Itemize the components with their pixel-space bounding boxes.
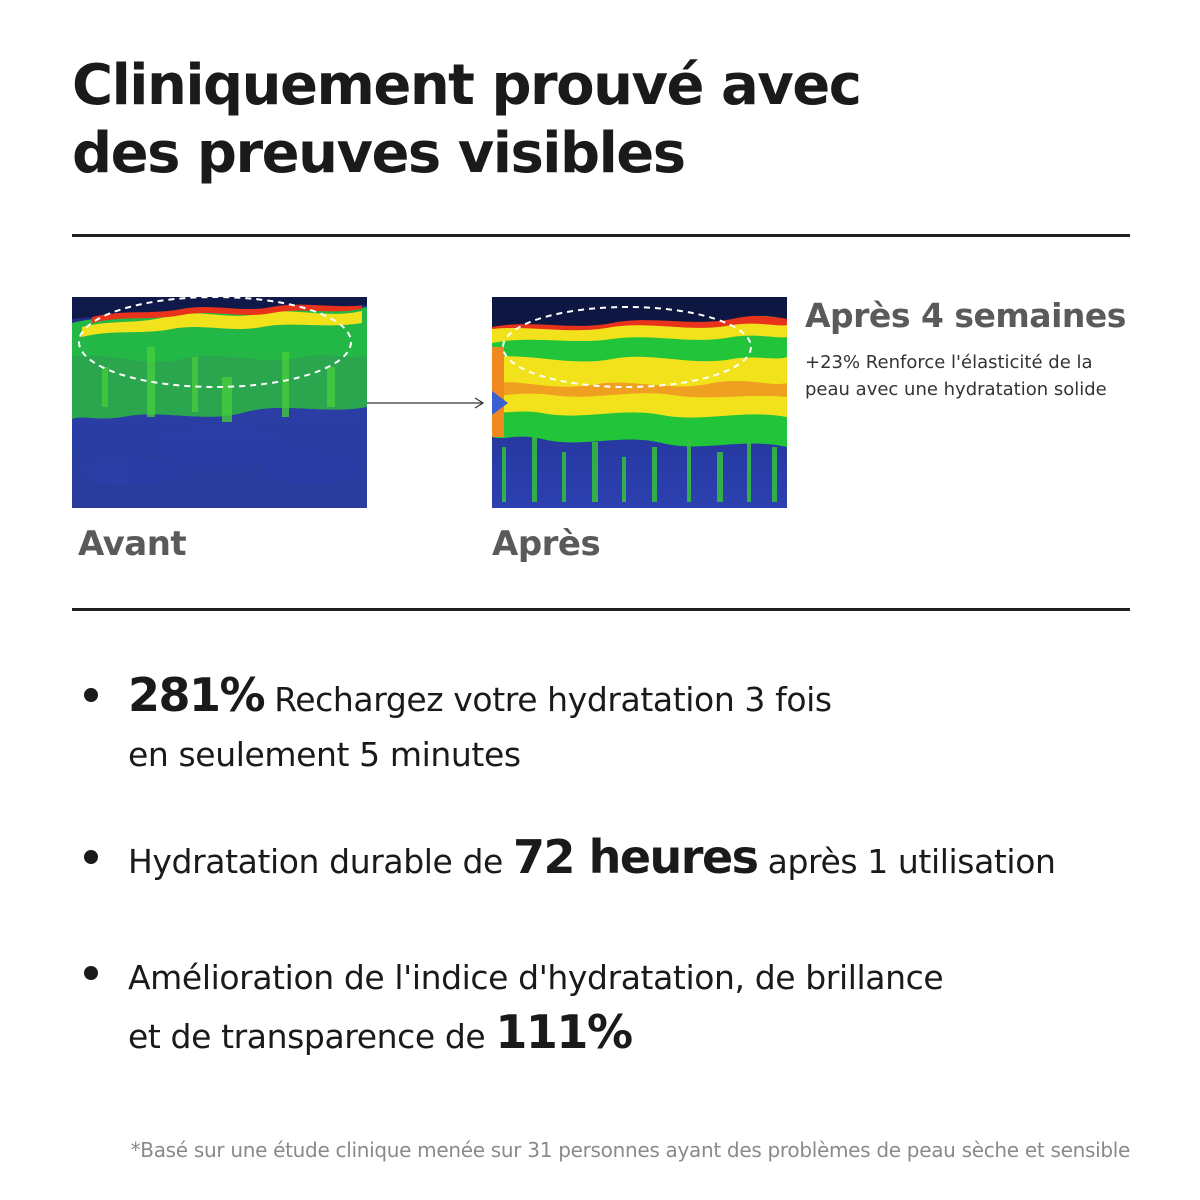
claim-line [128, 668, 832, 727]
bullet-dot-icon [84, 850, 98, 864]
middle-divider [72, 608, 1130, 611]
claim-text: Hydratation durable de [128, 842, 514, 881]
claim-item [128, 830, 1056, 889]
claim-highlight: 72 heures [513, 830, 758, 884]
result-heading: Après 4 semaines [805, 296, 1126, 335]
claim-item [128, 950, 943, 1064]
title-line-1: Cliniquement prouvé avec [72, 53, 861, 118]
result-text: +23% Renforce l'élasticité de la peau avec une hydratation solide [805, 352, 1107, 400]
before-label: Avant [78, 524, 187, 564]
claim-text: et de transparence de [128, 1017, 496, 1056]
claim-item [128, 668, 832, 782]
claim-highlight: 111% [495, 1005, 632, 1059]
before-skin-scan-image [72, 297, 367, 508]
marker-triangle-icon [490, 388, 512, 418]
after-skin-scan-image [492, 297, 787, 508]
bullet-dot-icon [84, 966, 98, 980]
arrow-right-icon [367, 388, 491, 418]
claim-line-1: Amélioration de l'indice d'hydratation, de brillance [128, 958, 944, 997]
bullet-dot-icon [84, 688, 98, 702]
footnote: *Basé sur une étude clinique menée sur 31 personnes ayant des problèmes de peau sèche et sensible [130, 1138, 1130, 1162]
claim-line-2: en seulement 5 minutes [128, 735, 521, 774]
claim-line-2 [128, 1005, 943, 1064]
after-label: Après [492, 524, 601, 564]
claim-text: Rechargez votre hydratation 3 fois [264, 680, 832, 719]
claim-text-after: après 1 utilisation [757, 842, 1056, 881]
top-divider [72, 234, 1130, 237]
claim-highlight: 281% [128, 668, 265, 722]
page-title [72, 52, 1072, 188]
title-line-2: des preuves visibles [72, 121, 685, 186]
claim-line [128, 830, 1056, 889]
